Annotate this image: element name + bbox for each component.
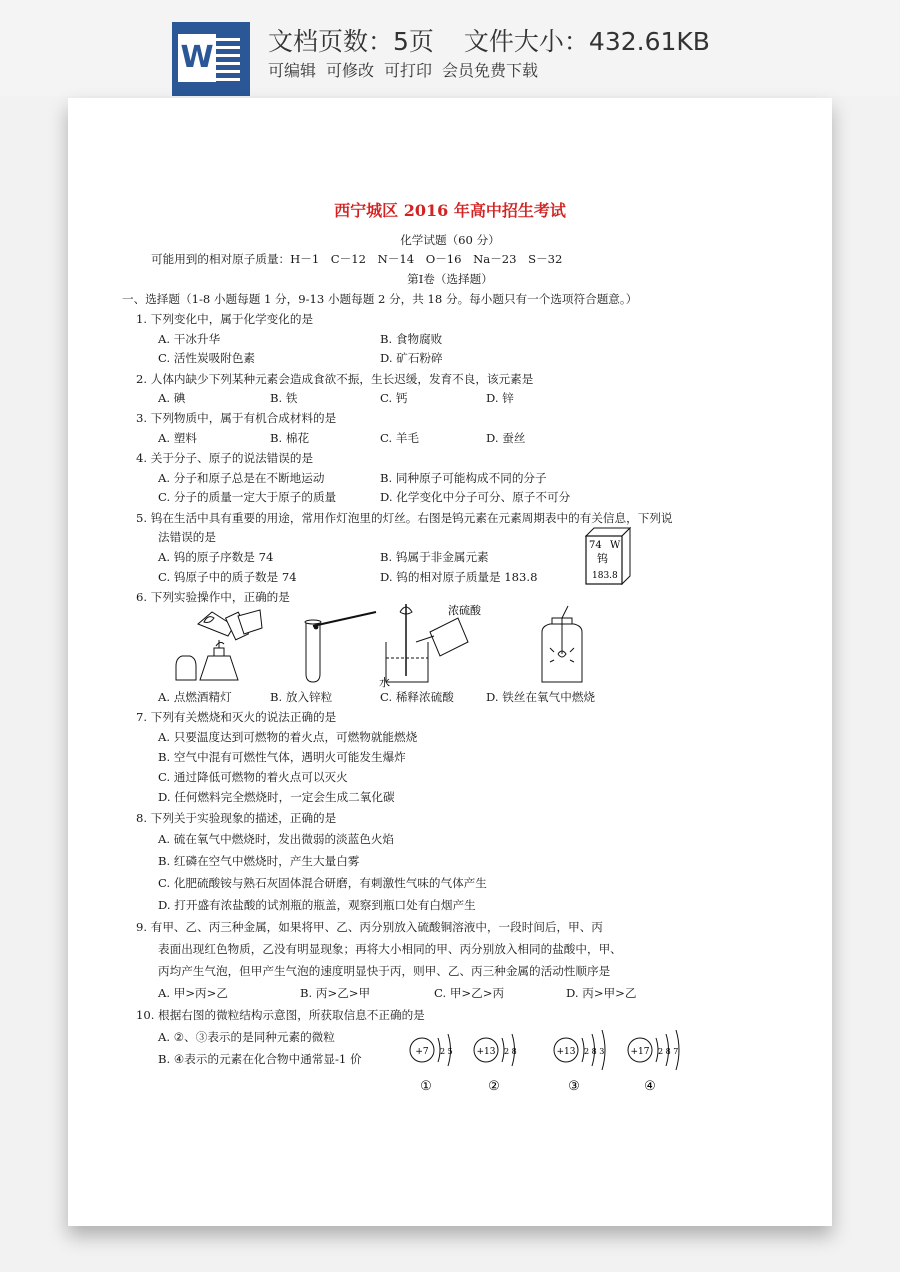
atom-2-label: ② [488, 1079, 500, 1094]
feature-modifiable: 可修改 [326, 61, 375, 80]
q6-option-a: A. 点燃酒精灯 [158, 690, 232, 704]
acid-label: 浓硫酸 [448, 604, 481, 617]
q10-stem: 10. 根据右图的微粒结构示意图，所获取信息不正确的是 [136, 1008, 425, 1022]
tungsten-element-tile [584, 526, 632, 586]
diluting-acid-illustration [376, 602, 486, 689]
q5-stem-cont: 法错误的是 [158, 530, 216, 544]
q8-option-c: C. 化肥硫酸铵与熟石灰固体混合研磨，有刺激性气味的气体产生 [158, 876, 487, 890]
q5-option-a: A. 钨的原子序数是 74 [158, 550, 274, 564]
document-page [68, 98, 832, 1226]
atom-4-nucleus: +17 [630, 1047, 650, 1057]
atom-3-shells: 2 8 3 [584, 1047, 605, 1056]
atom-diagram-3 [554, 1030, 605, 1094]
atom-3-label: ③ [568, 1079, 580, 1094]
q3-option-c: C. 羊毛 [380, 431, 420, 445]
atom-3-nucleus: +13 [556, 1047, 576, 1057]
q10-option-b: B. ④表示的元素在化合物中通常显-1 价 [158, 1052, 362, 1066]
feature-printable: 可打印 [384, 61, 433, 80]
q8-stem: 8. 下列关于实验现象的描述，正确的是 [136, 811, 337, 825]
exam-title: 西宁城区 2016 年高中招生考试 [334, 201, 566, 220]
q9-stem-line1: 9. 有甲、乙、丙三种金属，如果将甲、乙、丙分别放入硫酸铜溶液中，一段时间后，甲、丙 [136, 920, 603, 934]
q7-option-c: C. 通过降低可燃物的着火点可以灭火 [158, 770, 348, 784]
iron-wire-combustion-illustration [534, 604, 590, 684]
section-heading: 一、选择题（1-8 小题每题 1 分，9-13 小题每题 2 分，共 18 分。每小题只有一个选项符合题意。） [122, 292, 638, 306]
q1-option-d: D. 矿石粉碎 [380, 351, 443, 365]
q2-option-c: C. 钙 [380, 391, 408, 405]
atom-1-label: ① [420, 1079, 432, 1094]
atom-diagram-1 [410, 1034, 453, 1094]
q9-stem-line2: 表面出现红色物质，乙没有明显现象；再将大小相同的甲、丙分别放入相同的盐酸中，甲、 [158, 942, 622, 956]
tile-atomic-number: 74 [589, 540, 602, 551]
q5-option-c: C. 钨原子中的质子数是 74 [158, 570, 297, 584]
q8-option-d: D. 打开盛有浓盐酸的试剂瓶的瓶盖，观察到瓶口处有白烟产生 [158, 898, 476, 912]
atom-1-nucleus: +7 [415, 1047, 429, 1057]
q9-option-b: B. 丙>乙>甲 [300, 986, 371, 1000]
file-info [268, 22, 710, 58]
atom-4-shells: 2 8 7 [658, 1047, 679, 1056]
particle-structure-diagrams [404, 1024, 694, 1096]
q4-stem: 4. 关于分子、原子的说法错误的是 [136, 451, 314, 465]
q9-option-a: A. 甲>丙>乙 [158, 986, 228, 1000]
download-banner [0, 0, 900, 96]
tile-symbol: W [610, 540, 621, 551]
word-file-icon: W [172, 22, 250, 96]
q6-option-d: D. 铁丝在氧气中燃烧 [486, 690, 596, 704]
q1-option-b: B. 食物腐败 [380, 332, 443, 346]
water-label: 水 [379, 676, 390, 689]
q6-option-b: B. 放入锌粒 [270, 690, 333, 704]
atom-2-shells: 2 8 [504, 1047, 517, 1056]
atom-diagram-4 [628, 1030, 679, 1094]
atom-2-nucleus: +13 [476, 1047, 496, 1057]
atomic-masses: 可能用到的相对原子质量：H－1 C－12 N－14 O－16 Na－23 S－32 [151, 252, 563, 266]
q4-option-c: C. 分子的质量一定大于原子的质量 [158, 490, 337, 504]
atom-1-shells: 2 5 [440, 1047, 453, 1056]
q10-option-a: A. ②、③表示的是同种元素的微粒 [158, 1030, 335, 1044]
page-count: 文档页数：5页 [268, 27, 434, 56]
q4-option-a: A. 分子和原子总是在不断地运动 [158, 471, 325, 485]
feature-free-download: 会员免费下载 [442, 61, 539, 80]
q4-option-d: D. 化学变化中分子可分、原子不可分 [380, 490, 571, 504]
feature-list [268, 58, 548, 81]
file-size: 文件大小：432.61KB [463, 27, 710, 56]
atom-diagram-2 [474, 1034, 517, 1094]
adding-zinc-to-test-tube-illustration [296, 606, 386, 684]
q8-option-a: A. 硫在氧气中燃烧时，发出微弱的淡蓝色火焰 [158, 832, 395, 846]
tile-name: 钨 [597, 552, 608, 565]
q6-option-c: C. 稀释浓硫酸 [380, 690, 454, 704]
q5-stem: 5. 钨在生活中具有重要的用途，常用作灯泡里的灯丝。右图是钨元素在元素周期表中的有关信息，下列说 [136, 511, 673, 525]
q1-option-a: A. 干冰升华 [158, 332, 221, 346]
q3-stem: 3. 下列物质中，属于有机合成材料的是 [136, 411, 337, 425]
q4-option-b: B. 同种原子可能构成不同的分子 [380, 471, 547, 485]
q6-stem: 6. 下列实验操作中，正确的是 [136, 590, 290, 604]
q9-option-c: C. 甲>乙>丙 [434, 986, 505, 1000]
atom-4-label: ④ [644, 1079, 656, 1094]
q5-option-d: D. 钨的相对原子质量是 183.8 [380, 570, 538, 584]
q5-option-b: B. 钨属于非金属元素 [380, 550, 489, 564]
q2-option-d: D. 锌 [486, 391, 514, 405]
volume-heading: 第Ⅰ卷（选择题） [407, 272, 493, 286]
q2-option-b: B. 铁 [270, 391, 298, 405]
q1-option-c: C. 活性炭吸附色素 [158, 351, 255, 365]
q3-option-d: D. 蚕丝 [486, 431, 526, 445]
q7-option-b: B. 空气中混有可燃性气体，遇明火可能发生爆炸 [158, 750, 406, 764]
q7-option-d: D. 任何燃料完全燃烧时，一定会生成二氧化碳 [158, 790, 395, 804]
tile-mass: 183.8 [592, 571, 618, 581]
exam-subtitle: 化学试题（60 分） [400, 233, 500, 247]
feature-editable: 可编辑 [268, 61, 317, 80]
q7-stem: 7. 下列有关燃烧和灭火的说法正确的是 [136, 710, 337, 724]
q3-option-b: B. 棉花 [270, 431, 310, 445]
q7-option-a: A. 只要温度达到可燃物的着火点，可燃物就能燃烧 [158, 730, 418, 744]
q2-option-a: A. 碘 [158, 391, 186, 405]
q8-option-b: B. 红磷在空气中燃烧时，产生大量白雾 [158, 854, 360, 868]
q1-stem: 1. 下列变化中，属于化学变化的是 [136, 312, 314, 326]
q9-option-d: D. 丙>甲>乙 [566, 986, 637, 1000]
q9-stem-line3: 丙均产生气泡，但甲产生气泡的速度明显快于丙，则甲、乙、丙三种金属的活动性顺序是 [158, 964, 611, 978]
q3-option-a: A. 塑料 [158, 431, 197, 445]
q2-stem: 2. 人体内缺少下列某种元素会造成食欲不振，生长迟缓，发育不良，该元素是 [136, 372, 534, 386]
alcohol-lamp-lighting-illustration [168, 606, 268, 684]
